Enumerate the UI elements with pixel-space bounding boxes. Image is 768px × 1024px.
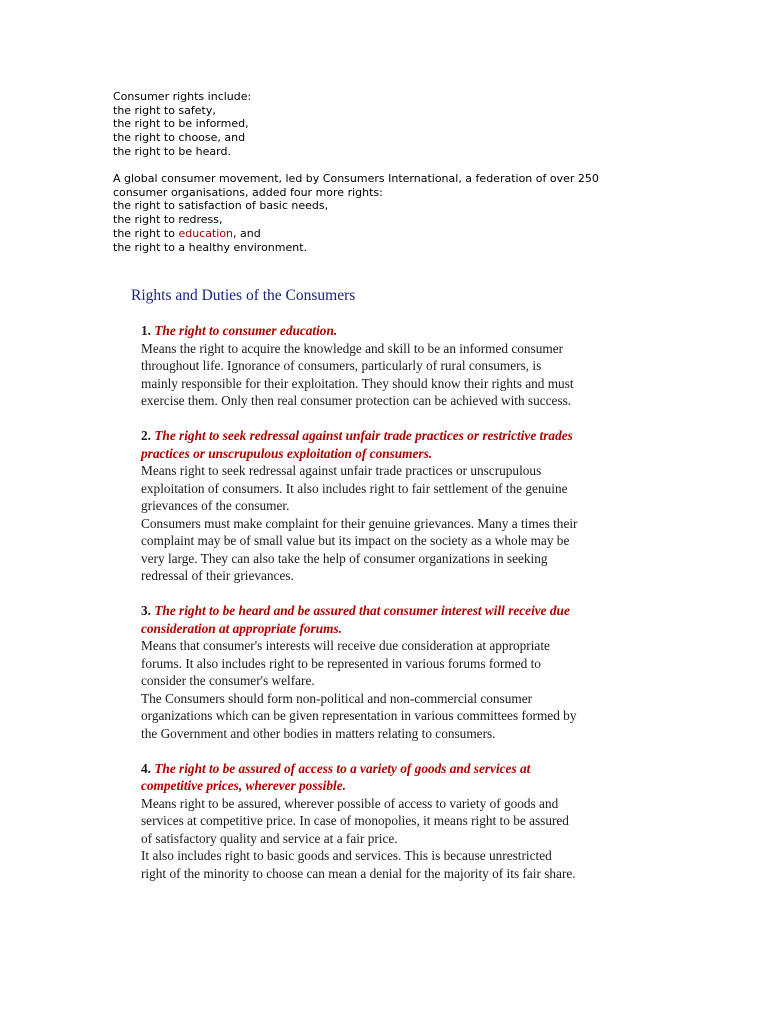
education-suffix: , and bbox=[233, 226, 261, 240]
right-item-3 bbox=[141, 602, 641, 742]
text-line: A global consumer movement, led by Consumers International, a federation of over 250 bbox=[113, 172, 599, 186]
right-item-4 bbox=[141, 760, 641, 883]
item-body-line: redressal of their grievances. bbox=[141, 568, 294, 583]
item-number: 2. bbox=[141, 428, 151, 443]
education-prefix: the right to bbox=[113, 226, 179, 240]
item-title-line bbox=[141, 427, 641, 445]
text-line: the right to choose, and bbox=[113, 131, 246, 145]
item-title-line bbox=[141, 602, 641, 620]
item-title-line: consideration at appropriate forums. bbox=[141, 620, 342, 636]
right-item-1 bbox=[141, 322, 641, 410]
item-body-line: The Consumers should form non-political and non-commercial consumer bbox=[141, 690, 533, 706]
intro-section bbox=[113, 90, 673, 268]
item-body-line: Means the right to acquire the knowledge and skill to be an informed consumer bbox=[141, 340, 564, 356]
education-link[interactable]: education bbox=[178, 226, 234, 240]
item-body-line: services at competitive price. In case of monopolies, it means right to be assured bbox=[141, 813, 569, 828]
text-line: the right to redress, bbox=[113, 213, 223, 227]
item-body-line: exercise them. Only then real consumer protection can be achieved with success. bbox=[141, 393, 572, 408]
item-body-line: Consumers must make complaint for their genuine grievances. Many a times their bbox=[141, 515, 578, 531]
text-line: the right to be informed, bbox=[113, 117, 249, 131]
item-title: The right to be assured of access to a variety of goods and services at bbox=[154, 760, 531, 776]
item-number: 1. bbox=[141, 323, 151, 338]
basic-rights-paragraph bbox=[113, 90, 673, 159]
text-line: the right to a healthy environment. bbox=[113, 240, 308, 254]
section-heading: Rights and Duties of the Consumers bbox=[131, 287, 356, 304]
item-body-line: the Government and other bodies in matters relating to consumers. bbox=[141, 725, 496, 741]
item-number: 3. bbox=[141, 603, 151, 618]
item-title: The right to consumer education. bbox=[154, 323, 338, 338]
text-line: the right to be heard. bbox=[113, 144, 231, 158]
item-body-line: complaint may be of small value but its impact on the society as a whole may be bbox=[141, 533, 570, 548]
item-body-line: Means right to seek redressal against unfair trade practices or unscrupulous bbox=[141, 463, 542, 478]
item-body-line: right of the minority to choose can mean a denial for the majority of its fair share. bbox=[141, 865, 576, 881]
item-title-line bbox=[141, 322, 641, 340]
text-line: the right to safety, bbox=[113, 103, 216, 117]
rights-list bbox=[141, 322, 641, 900]
item-body-line: consider the consumer's welfare. bbox=[141, 673, 315, 688]
item-body-line: very large. They can also take the help of consumer organizations in seeking bbox=[141, 550, 548, 566]
item-body-line: Means right to be assured, wherever possible of access to variety of goods and bbox=[141, 795, 559, 811]
item-title-line bbox=[141, 760, 641, 778]
text-line bbox=[113, 227, 673, 241]
item-title: The right to seek redressal against unfair trade practices or restrictive trades bbox=[154, 428, 573, 443]
item-title: The right to be heard and be assured that consumer interest will receive due bbox=[154, 603, 570, 618]
item-number: 4. bbox=[141, 760, 151, 776]
global-movement-paragraph bbox=[113, 172, 673, 254]
item-body-line: grievances of the consumer. bbox=[141, 498, 290, 513]
item-title-line: competitive prices, wherever possible. bbox=[141, 778, 346, 793]
item-body-line: organizations which can be given representation in various committees formed by bbox=[141, 708, 577, 723]
item-body-line: Means that consumer's interests will receive due consideration at appropriate bbox=[141, 638, 550, 653]
text-line: Consumer rights include: bbox=[113, 90, 252, 103]
item-body-line: exploitation of consumers. It also includes right to fair settlement of the genuine bbox=[141, 480, 568, 496]
item-body-line: of satisfactory quality and service at a fair price. bbox=[141, 830, 398, 846]
item-body-line: throughout life. Ignorance of consumers, particularly of rural consumers, is bbox=[141, 358, 542, 373]
text-line: the right to satisfaction of basic needs, bbox=[113, 199, 329, 213]
item-body-line: forums. It also includes right to be represented in various forums formed to bbox=[141, 655, 541, 671]
right-item-2 bbox=[141, 427, 641, 585]
text-line: consumer organisations, added four more rights: bbox=[113, 185, 383, 199]
item-body-line: It also includes right to basic goods and services. This is because unrestricted bbox=[141, 848, 552, 863]
item-body-line: mainly responsible for their exploitation. They should know their rights and must bbox=[141, 375, 574, 391]
item-title-line: practices or unscrupulous exploitation of consumers. bbox=[141, 445, 433, 461]
